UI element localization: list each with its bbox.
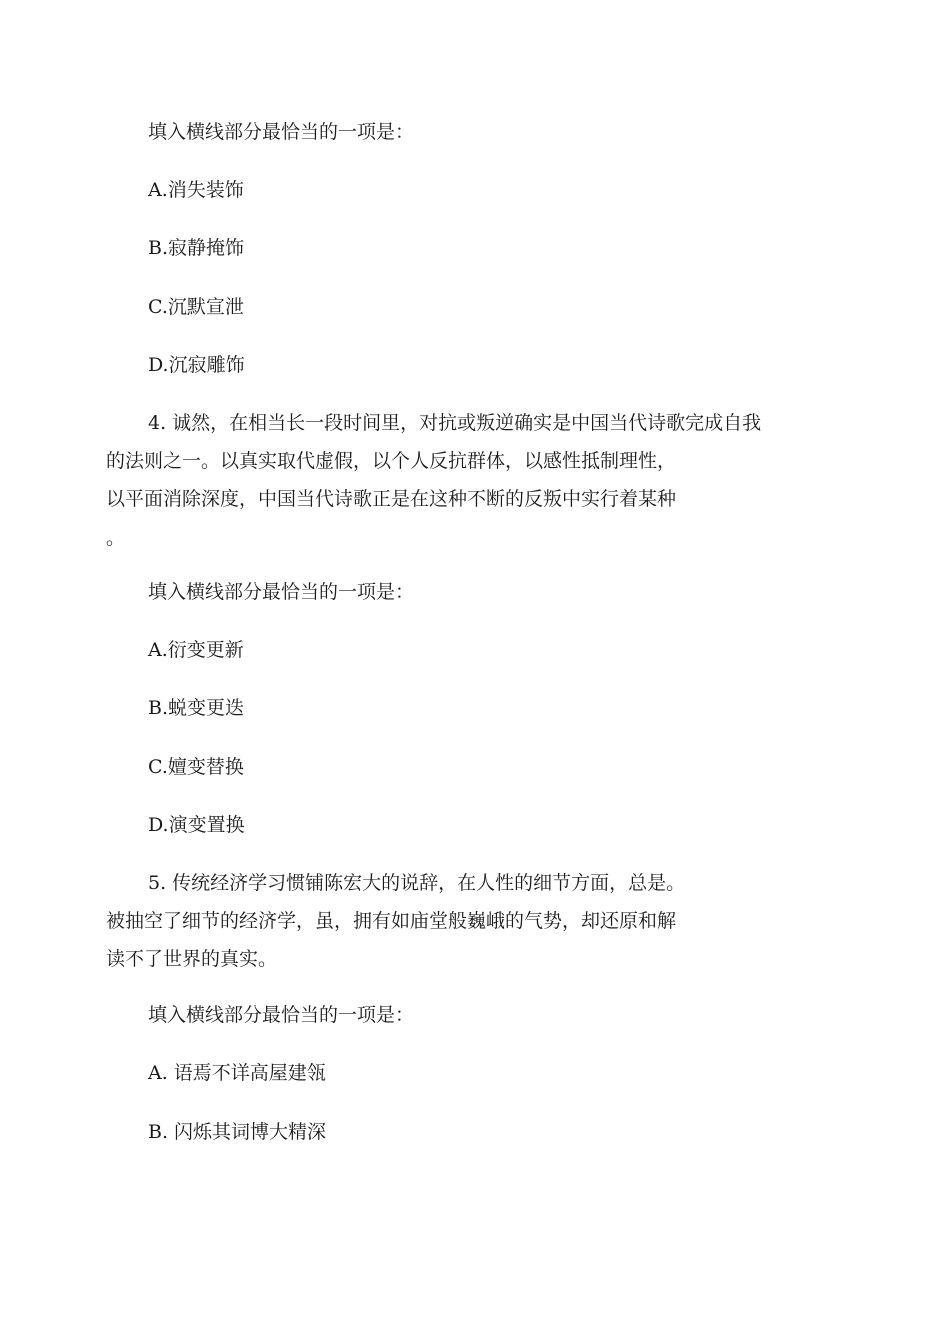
- option-c: C.嬗变替换: [148, 756, 244, 778]
- option-b: B. 闪烁其词博大精深: [148, 1121, 327, 1143]
- option-c: C.沉默宣泄: [148, 296, 244, 318]
- option-a: A.消失装饰: [148, 179, 244, 201]
- question-4-text-line-4: 。: [106, 527, 126, 549]
- question-5-text-line-2: 被抽空了细节的经济学，虽，拥有如庙堂般巍峨的气势，却还原和解: [106, 910, 677, 932]
- question-5-text-line-1: 5. 传统经济学习惯铺陈宏大的说辞，在人性的细节方面，总是。: [148, 872, 686, 894]
- option-a: A.衍变更新: [148, 639, 244, 661]
- question-4-text-line-2: 的法则之一。以真实取代虚假，以个人反抗群体，以感性抵制理性，: [106, 450, 677, 472]
- option-b: B.寂静掩饰: [148, 237, 245, 259]
- question-4-text-line-3: 以平面消除深度，中国当代诗歌正是在这种不断的反叛中实行着某种: [106, 488, 677, 510]
- option-b: B.蜕变更迭: [148, 697, 245, 719]
- question-prompt: 填入横线部分最恰当的一项是：: [148, 121, 415, 143]
- question-5-text-line-3: 读不了世界的真实。: [106, 948, 278, 970]
- option-d: D.演变置换: [148, 814, 245, 836]
- question-prompt: 填入横线部分最恰当的一项是：: [148, 581, 415, 603]
- question-4-text-line-1: 4. 诚然，在相当长一段时间里，对抗或叛逆确实是中国当代诗歌完成自我: [148, 412, 762, 434]
- question-prompt: 填入横线部分最恰当的一项是：: [148, 1004, 415, 1026]
- option-d: D.沉寂雕饰: [148, 354, 245, 376]
- option-a: A. 语焉不详高屋建瓴: [148, 1062, 326, 1084]
